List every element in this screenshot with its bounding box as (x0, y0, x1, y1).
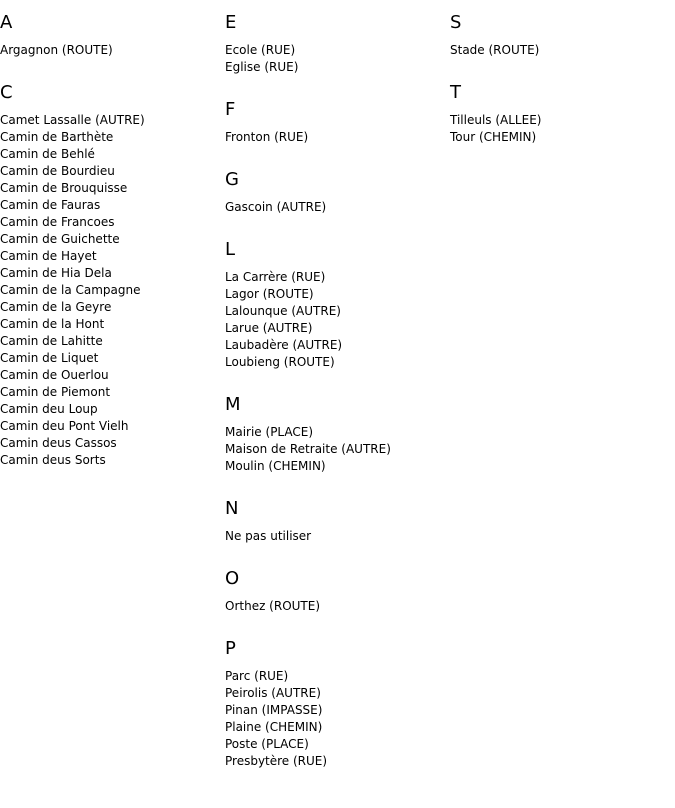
street-list (225, 42, 445, 76)
street-list (0, 112, 220, 469)
letter-group-t (450, 82, 670, 146)
street-link[interactable]: Peirolis (AUTRE) (225, 686, 321, 700)
letter-heading: G (225, 169, 239, 190)
street-link[interactable]: Larue (AUTRE) (225, 321, 313, 335)
street-link[interactable]: Camet Lassalle (AUTRE) (0, 113, 145, 127)
letter-heading: L (225, 239, 236, 260)
letter-heading: T (450, 82, 461, 103)
street-link[interactable]: Camin de Guichette (0, 232, 120, 246)
index-column-2 (225, 0, 445, 770)
street-link[interactable]: Camin de Barthète (0, 130, 114, 144)
letter-heading: E (225, 12, 237, 33)
street-list (225, 129, 445, 146)
street-link[interactable]: Plaine (CHEMIN) (225, 720, 323, 734)
letter-heading: C (0, 82, 13, 103)
street-list (450, 112, 670, 146)
street-link[interactable]: Moulin (CHEMIN) (225, 459, 326, 473)
street-link[interactable]: Camin de Lahitte (0, 334, 103, 348)
letter-group-a (0, 12, 220, 59)
street-link[interactable]: Camin de Francoes (0, 215, 115, 229)
letter-heading: A (0, 12, 13, 33)
letter-group-g (225, 169, 445, 216)
letter-heading: P (225, 638, 236, 659)
street-list (450, 42, 670, 59)
street-link[interactable]: Loubieng (ROUTE) (225, 355, 335, 369)
street-link[interactable]: Orthez (ROUTE) (225, 599, 321, 613)
street-link[interactable]: Pinan (IMPASSE) (225, 703, 323, 717)
street-link[interactable]: Camin de Piemont (0, 385, 111, 399)
street-link[interactable]: Presbytère (RUE) (225, 754, 328, 768)
street-link[interactable]: Lagor (ROUTE) (225, 287, 314, 301)
street-link[interactable]: Poste (PLACE) (225, 737, 309, 751)
street-link[interactable]: Camin de la Geyre (0, 300, 112, 314)
street-link[interactable]: Tilleuls (ALLEE) (450, 113, 542, 127)
street-list (225, 598, 445, 615)
street-link[interactable]: Camin de la Campagne (0, 283, 141, 297)
street-link[interactable]: Camin de Hia Dela (0, 266, 112, 280)
letter-heading: M (225, 394, 241, 415)
letter-group-e (225, 12, 445, 76)
street-link[interactable]: Ecole (RUE) (225, 43, 296, 57)
letter-group-p (225, 638, 445, 770)
street-link[interactable]: Mairie (PLACE) (225, 425, 314, 439)
street-link[interactable]: Fronton (RUE) (225, 130, 309, 144)
street-list (225, 528, 445, 545)
street-link[interactable]: Camin de Hayet (0, 249, 97, 263)
street-list (225, 668, 445, 770)
street-link[interactable]: Laubadère (AUTRE) (225, 338, 343, 352)
street-link[interactable]: Gascoin (AUTRE) (225, 200, 327, 214)
street-list (0, 42, 220, 59)
letter-group-o (225, 568, 445, 615)
street-link[interactable]: La Carrère (RUE) (225, 270, 326, 284)
letter-group-c (0, 82, 220, 469)
street-link[interactable]: Camin deus Sorts (0, 453, 106, 467)
letter-group-l (225, 239, 445, 371)
street-link[interactable]: Ne pas utiliser (225, 529, 312, 543)
letter-group-s (450, 12, 670, 59)
street-list (225, 199, 445, 216)
letter-heading: N (225, 498, 239, 519)
street-link[interactable]: Parc (RUE) (225, 669, 289, 683)
letter-heading: O (225, 568, 240, 589)
street-link[interactable]: Camin de Liquet (0, 351, 99, 365)
letter-group-m (225, 394, 445, 475)
street-link[interactable]: Argagnon (ROUTE) (0, 43, 113, 57)
letter-heading: F (225, 99, 236, 120)
street-link[interactable]: Camin deu Loup (0, 402, 98, 416)
letter-group-n (225, 498, 445, 545)
street-link[interactable]: Camin de Fauras (0, 198, 101, 212)
street-link[interactable]: Camin de la Hont (0, 317, 105, 331)
letter-heading: S (450, 12, 462, 33)
index-column-1 (0, 0, 220, 469)
street-link[interactable]: Eglise (RUE) (225, 60, 299, 74)
letter-group-f (225, 99, 445, 146)
street-link[interactable]: Tour (CHEMIN) (450, 130, 537, 144)
index-column-3 (450, 0, 670, 146)
street-list (225, 424, 445, 475)
street-list (225, 269, 445, 371)
street-link[interactable]: Camin deu Pont Vielh (0, 419, 129, 433)
street-link[interactable]: Stade (ROUTE) (450, 43, 540, 57)
street-link[interactable]: Camin de Brouquisse (0, 181, 128, 195)
street-link[interactable]: Lalounque (AUTRE) (225, 304, 341, 318)
street-link[interactable]: Camin de Bourdieu (0, 164, 115, 178)
street-link[interactable]: Camin de Behlé (0, 147, 95, 161)
street-link[interactable]: Camin deus Cassos (0, 436, 117, 450)
street-link[interactable]: Maison de Retraite (AUTRE) (225, 442, 391, 456)
street-link[interactable]: Camin de Ouerlou (0, 368, 109, 382)
